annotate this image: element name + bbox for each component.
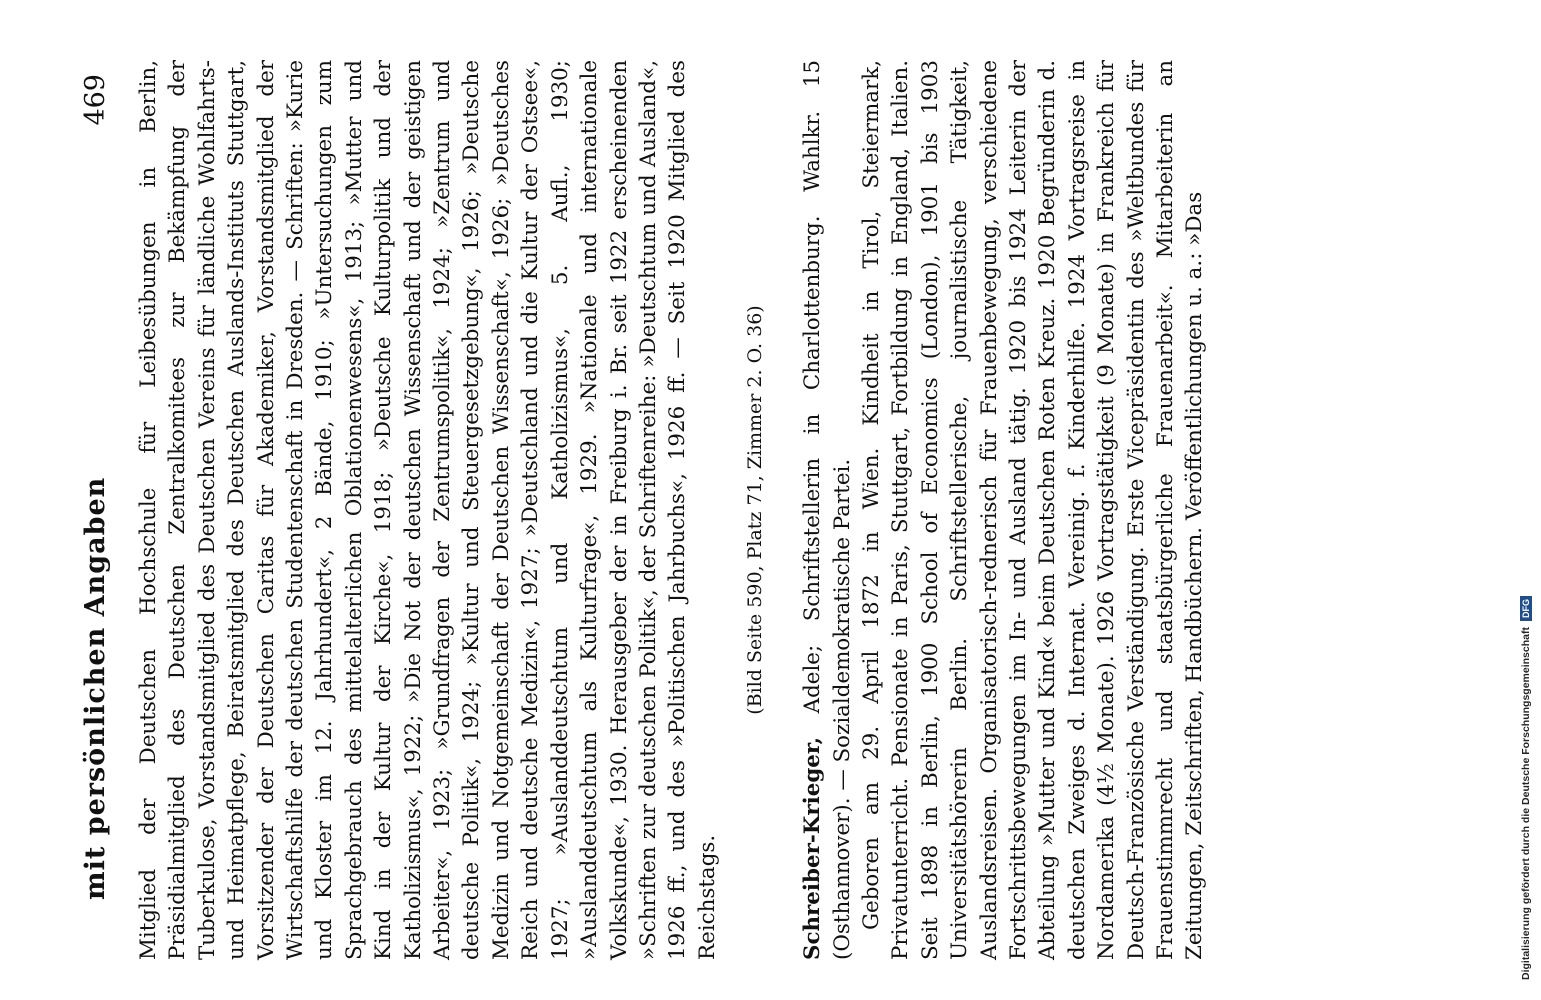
entry-header-rest: Adele; Schriftstellerin in Charlottenburg. Wahlkr. 15 (Osthannover). — Sozialdemokratische Partei.	[800, 60, 855, 960]
entry-schreiber-krieger-header	[798, 60, 857, 960]
running-head	[80, 60, 120, 960]
running-head-title: mit persönlichen Angaben	[80, 476, 111, 900]
entry-schreiber-krieger-body: Geboren am 29. April 1872 in Wien. Kindheit in Tirol, Steiermark, Privatunterricht. Pensionate in Paris, Stuttgart, Fortbildung in England, Italien. Seit 1898 in Berlin, 1900 School of Economics (London), 1901 bis 1903 Universitätshörerin Berlin. Schriftstellerische, journalistische Tätigkeit, Auslandsreisen. Organisatorisch-rednerisch für Frauenbewegung, verschiedene Fortschrittsbewegungen im In- und Ausland tätig. 1920 bis 1924 Leiterin der Abteilung »Mutter und Kind« beim Deutschen Roten Kreuz. 1920 Begründerin d. deutschen Zweiges d. Internat. Vereinig. f. Kinderhilfe. 1924 Vortragsreise in Nordamerika (4½ Monate). 1926 Vortragstätigkeit (9 Monate) in Frankreich für Deutsch-Französische Verständigung. Erste Vicepräsidentin des »Weltbundes für Frauenstimmrecht und staatsbürgerliche Frauenarbeit«. Mitarbeiterin an Zeitungen, Zeitschriften, Handbüchern. Veröffentlichungen u. a.: »Das	[858, 60, 1208, 960]
entry-continuation: Mitglied der Deutschen Hochschule für Leibesübungen in Berlin, Präsidialmitglied des Deutschen Zentralkomitees zur Bekämpfung der Tuberkulose, Vorstandsmitglied des Deutschen Vereins für ländliche Wohlfahrts- und Heimatpflege, Beiratsmitglied des Deutschen Auslands-Instituts Stuttgart, Vorsitzender der Deutschen Caritas für Akademiker, Vorstandsmitglied der Wirtschaftshilfe der deutschen Studentenschaft in Dresden. — Schriften: »Kurie und Kloster im 12. Jahrhundert«, 2 Bände, 1910; »Untersuchungen zum Sprachgebrauch des mittelalterlichen Oblationenwesens«, 1913; »Mutter und Kind in der Kultur der Kirche«, 1918; »Deutsche Kulturpolitik und der Katholizismus«, 1922; »Die Not der deutschen Wissenschaft und der geistigen Arbeiter«, 1923; »Grundfragen der Zentrumspolitik«, 1924; »Zentrum und deutsche Politik«, 1924; »Kultur und Steuergesetzgebung«, 1926; »Deutsche Medizin und Notgemeinschaft der Deutschen Wissenschaft«, 1926; »Deutsches Reich und deutsche Medizin«, 1927; »Deutschland und die Kultur der Ostsee«, 1927; »Auslanddeutschtum und Katholizismus«, 5. Aufl., 1930; »Auslanddeutschtum als Kulturfrage«, 1929. »Nationale und internationale Volkskunde«, 1930. Herausgeber der in Freiburg i. Br. seit 1922 erscheinenden »Schriften zur deutschen Politik«, der Schriftenreihe: »Deutschtum und Ausland«, 1926 ff., und des »Politischen Jahrbuchs«, 1926 ff. — Seit 1920 Mitglied des Reichstags.	[136, 60, 720, 960]
page-number: 469	[80, 74, 111, 126]
funding-credit-text: Digitalisierung gefördert durch die Deutsche Forschungsgemeinschaft	[1520, 627, 1532, 980]
rotated-text-block	[80, 60, 1210, 960]
funding-credit	[1520, 0, 1532, 980]
dfg-logo-icon: DFG	[1520, 596, 1532, 621]
image-caption: (Bild Seite 590, Platz 71, Zimmer 2. O. 36)	[744, 305, 767, 715]
entry-name: Schreiber-Krieger,	[800, 736, 826, 960]
